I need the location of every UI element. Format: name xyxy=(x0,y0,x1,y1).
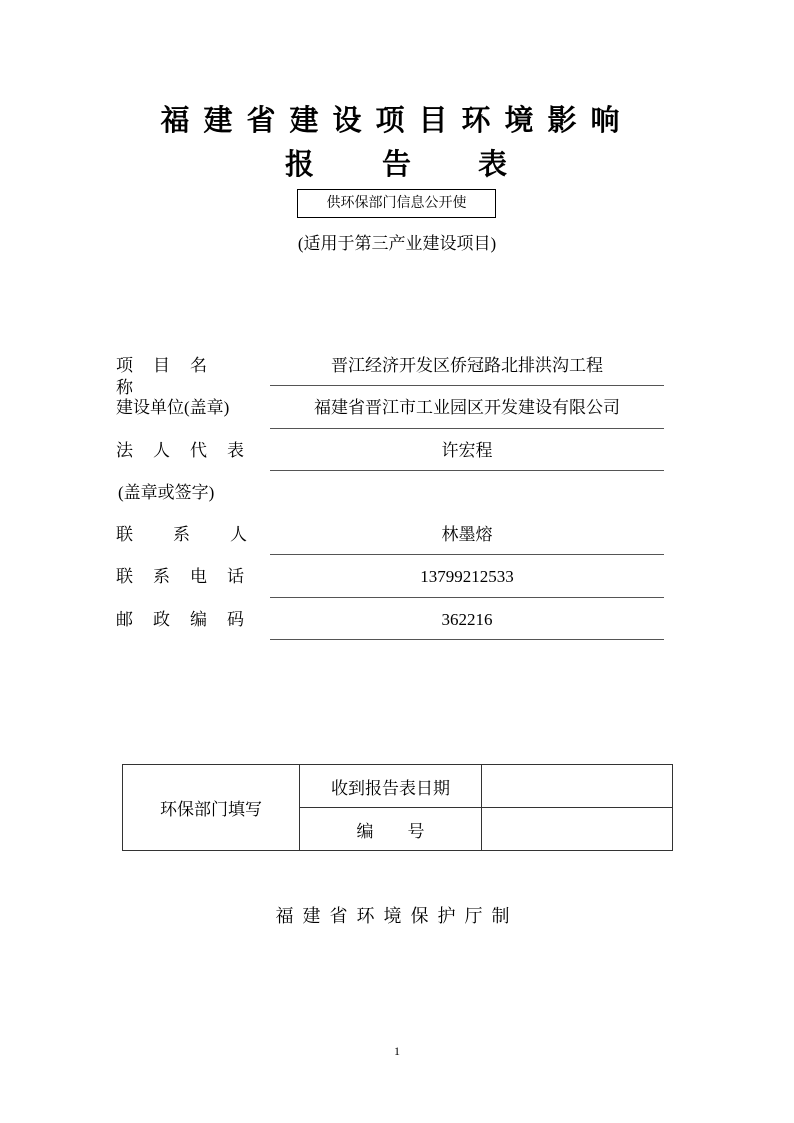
received-date-cell[interactable] xyxy=(482,765,673,808)
public-disclosure-notice: 供环保部门信息公开使 xyxy=(297,189,496,218)
field-underline xyxy=(270,470,664,471)
field-underline xyxy=(270,385,664,386)
title-char-1: 报 xyxy=(285,147,315,181)
serial-number-cell[interactable] xyxy=(482,808,673,851)
issuing-authority: 福建省环境保护厅制 xyxy=(275,906,519,927)
field-label-construction-unit: 建设单位(盖章) xyxy=(116,398,230,417)
field-value-postcode: 362216 xyxy=(441,610,493,629)
field-label-phone: 联系电话 xyxy=(116,567,264,586)
env-department-table xyxy=(122,764,673,851)
field-value-contact: 林墨熔 xyxy=(441,525,493,544)
field-label-legal-rep: 法人代表 xyxy=(116,441,264,460)
field-value-phone: 13799212533 xyxy=(420,567,514,586)
env-department-label: 环保部门填写 xyxy=(123,765,300,851)
field-label-project-name: 项目名称 xyxy=(116,356,227,397)
field-value-legal-rep: 许宏程 xyxy=(441,441,493,460)
field-underline xyxy=(270,597,664,598)
page-number: 1 xyxy=(394,1044,400,1058)
field-label-seal-or-sign: (盖章或签字) xyxy=(118,483,215,502)
field-underline xyxy=(270,639,664,640)
field-label-contact: 联系人 xyxy=(116,525,287,544)
report-title-line1: 福建省建设项目环境影响 xyxy=(160,103,634,137)
field-label-postcode: 邮政编码 xyxy=(116,610,264,629)
received-date-label: 收到报告表日期 xyxy=(300,765,482,808)
title-char-2: 告 xyxy=(382,147,412,181)
field-underline xyxy=(270,554,664,555)
field-value-project-name: 晋江经济开发区侨冠路北排洪沟工程 xyxy=(331,356,603,375)
field-underline xyxy=(270,428,664,429)
field-value-construction-unit: 福建省晋江市工业园区开发建设有限公司 xyxy=(314,398,620,417)
applicability-subtitle: (适用于第三产业建设项目) xyxy=(297,234,497,253)
serial-number-label: 编 号 xyxy=(300,808,482,851)
title-char-3: 表 xyxy=(478,147,508,181)
